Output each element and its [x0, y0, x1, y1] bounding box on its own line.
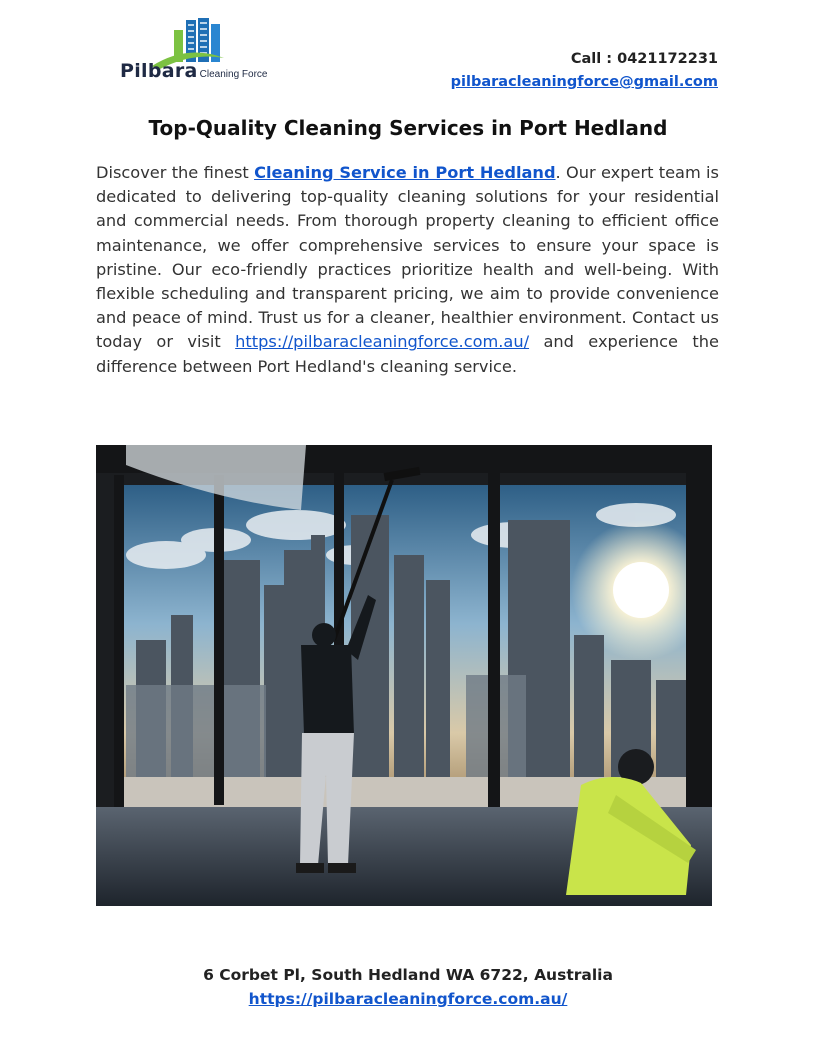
paragraph-intro-text: Discover the finest: [96, 163, 255, 182]
website-inline-link[interactable]: https://pilbaracleaningforce.com.au/: [235, 332, 530, 352]
paragraph-body-text: . Our expert team is dedicated to delivering top-quality cleaning solutions for your residential and commercial needs. From thorough property cleaning to efficient office maintenance, we offer comprehensive services to ensure your space is pristine. Our eco-friendly practices prioritize health and well-being. With flexible scheduling and transparent pricing, we aim to provide convenience and peace of mind. Trust us for a cleaner, healthier environment. Contact us today or visit: [96, 163, 719, 352]
logo-wordmark: [120, 60, 267, 82]
intro-paragraph: [96, 161, 719, 379]
phone-number: Call : 0421172231: [570, 51, 718, 67]
page-title: Top-Quality Cleaning Services in Port Hedland: [148, 116, 668, 140]
company-logo: [112, 14, 272, 92]
window-cleaning-photo: [96, 445, 712, 906]
contact-block: [451, 48, 718, 94]
email-link[interactable]: pilbaracleaningforce@gmail.com: [450, 74, 718, 90]
address-text: 6 Corbet Pl, South Hedland WA 6722, Australia: [203, 966, 613, 984]
photo-illustration: [96, 445, 712, 906]
logo-brand-text: Pilbara: [120, 60, 198, 82]
logo-sub-text: Cleaning Force: [199, 69, 268, 80]
footer: [0, 963, 816, 1011]
cleaning-service-link[interactable]: Cleaning Service in Port Hedland: [254, 163, 556, 182]
paragraph-end-text: and experience the difference between Port Hedland's cleaning service.: [96, 332, 719, 376]
footer-website-link[interactable]: https://pilbaracleaningforce.com.au/: [248, 990, 568, 1008]
